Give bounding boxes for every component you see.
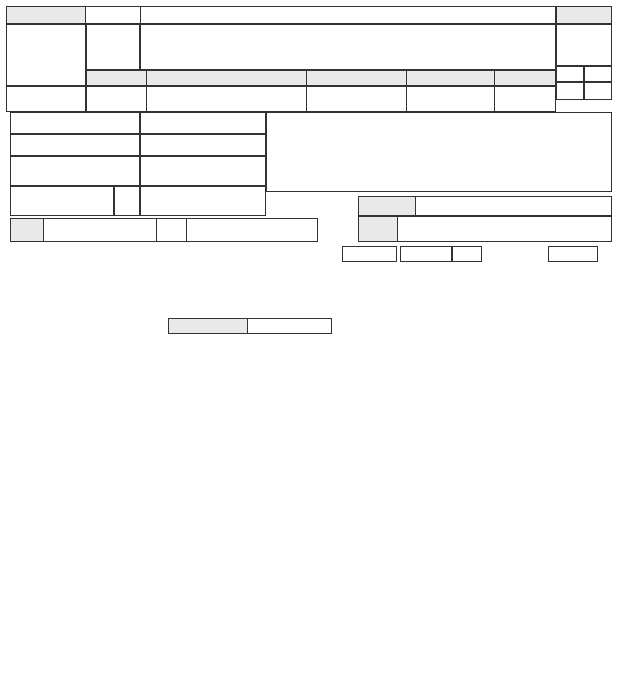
first-reg-cell xyxy=(86,24,140,70)
right-handle-cell xyxy=(342,246,397,262)
color-code-cell xyxy=(140,186,266,216)
fuel-cell xyxy=(140,156,266,186)
header-row xyxy=(6,6,556,24)
eval-score-cell xyxy=(556,24,612,66)
history-cell xyxy=(10,112,140,134)
lot-number-cell xyxy=(6,24,86,86)
inspection-cell xyxy=(10,134,140,156)
vehicle-name-cell xyxy=(140,24,556,70)
mileage-cell xyxy=(10,156,140,186)
sales-point-cell xyxy=(266,112,612,192)
name-change-cell xyxy=(400,246,452,262)
specs-header xyxy=(86,70,556,86)
lot-label-cell xyxy=(6,6,86,24)
eval-label-cell xyxy=(556,6,612,24)
specs-values-row xyxy=(86,86,556,112)
ext-color-cell xyxy=(10,186,114,216)
ac-cell xyxy=(140,134,266,156)
crane-row xyxy=(10,218,318,242)
color-change-cell xyxy=(114,186,140,216)
shift-cell xyxy=(140,112,266,134)
